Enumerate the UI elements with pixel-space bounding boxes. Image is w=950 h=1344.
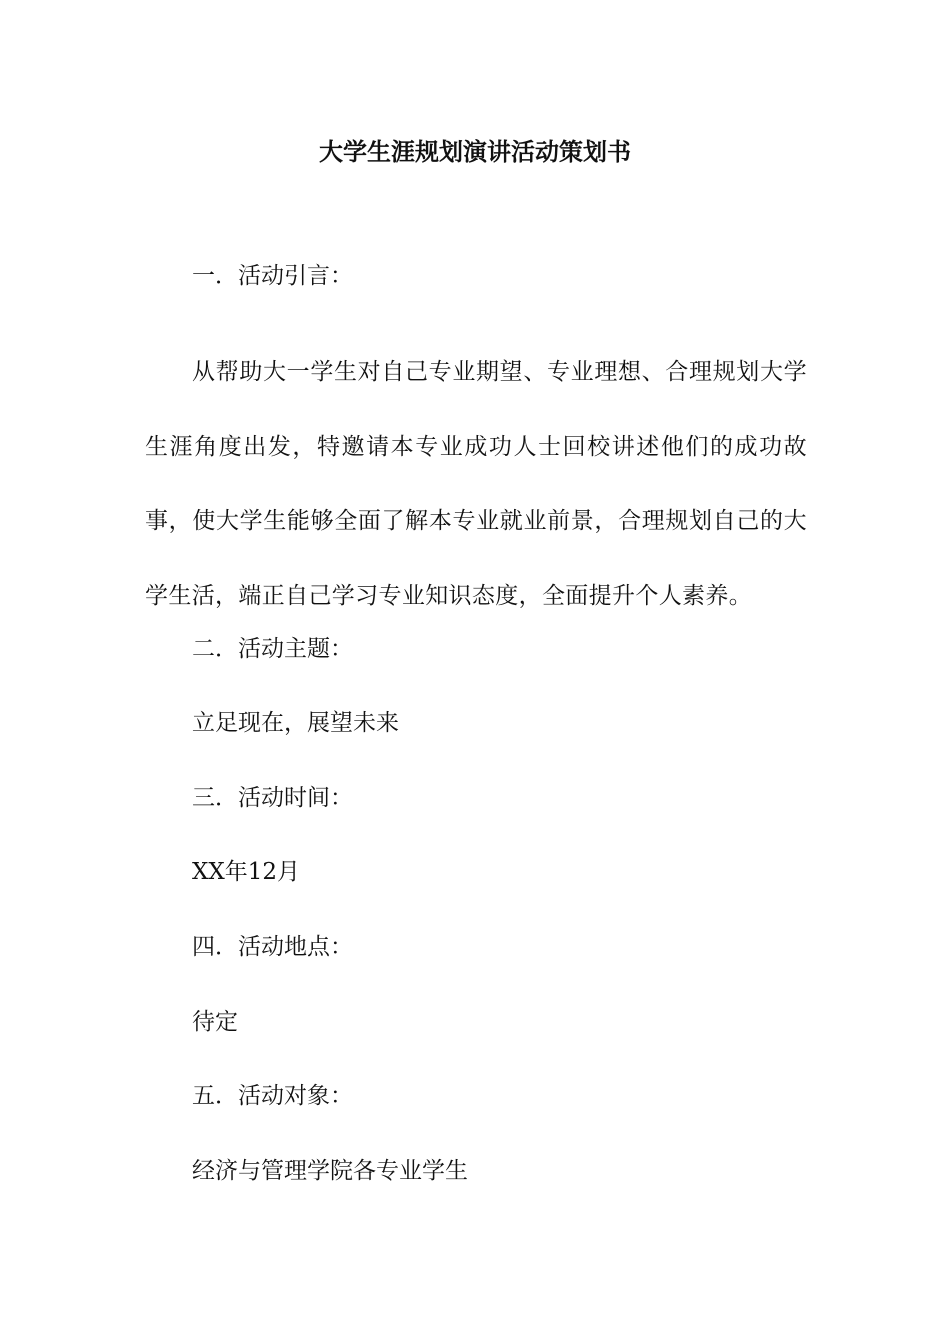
section-heading-theme: 二．活动主题： — [192, 636, 353, 662]
section-content-location: 待定 — [192, 1009, 238, 1035]
section-content-introduction: 从帮助大一学生对自己专业期望、专业理想、合理规划大学生涯角度出发，特邀请本专业成功人士回校讲述他们的成功故事，使大学生能够全面了解本专业就业前景，合理规划自己的大学生活，端正自己学习专业知识态度，全面提升个人素养。 — [145, 359, 807, 609]
section-heading-introduction: 一．活动引言： — [192, 263, 353, 289]
document-title: 大学生涯规划演讲活动策划书 — [319, 137, 631, 166]
section-content-time: XX年12月 — [192, 859, 301, 885]
section-heading-location: 四．活动地点： — [192, 934, 353, 960]
section-heading-time: 三．活动时间： — [192, 785, 353, 811]
section-content-theme: 立足现在，展望未来 — [192, 710, 399, 736]
section-content-audience: 经济与管理学院各专业学生 — [192, 1158, 468, 1184]
section-heading-audience: 五．活动对象： — [192, 1083, 353, 1109]
